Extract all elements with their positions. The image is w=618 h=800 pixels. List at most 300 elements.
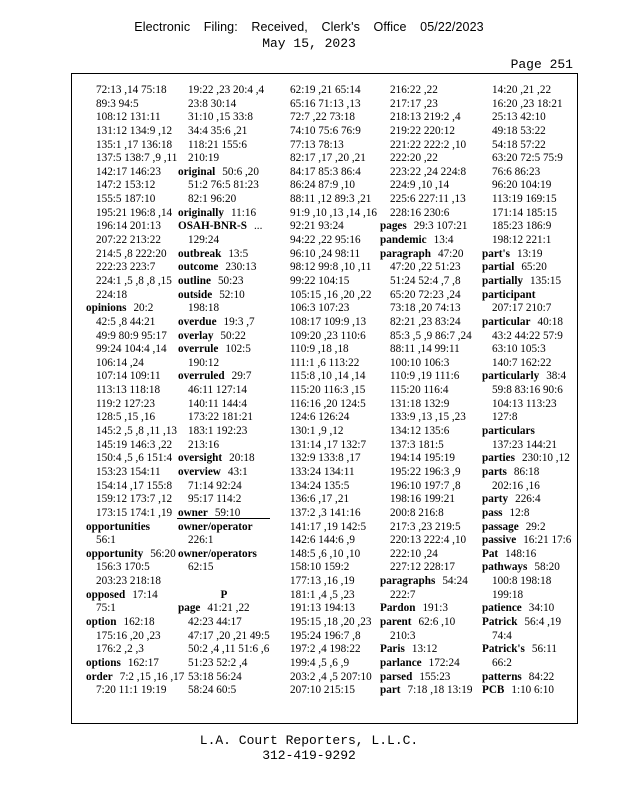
index-line: 156:3 170:5 bbox=[96, 561, 150, 574]
index-line: 107:14 109:11 bbox=[96, 370, 161, 383]
index-line: 171:14 185:15 bbox=[492, 206, 557, 219]
index-line bbox=[380, 684, 472, 698]
index-line bbox=[482, 507, 571, 521]
page-number: Page 251 bbox=[510, 57, 573, 72]
index-headword: paragraphs bbox=[380, 575, 436, 588]
index-references: ... bbox=[254, 220, 263, 233]
index-line: 199:18 bbox=[492, 588, 524, 601]
index-headword: partial bbox=[482, 261, 515, 274]
index-references: 52:10 bbox=[219, 288, 245, 301]
index-headword: partially bbox=[482, 274, 524, 287]
index-line: 137:23 144:21 bbox=[492, 438, 557, 451]
index-headword: originally bbox=[178, 206, 224, 219]
index-column-5 bbox=[482, 84, 571, 698]
index-line: 195:22 196:3 ,9 bbox=[390, 465, 461, 478]
index-headword: patterns bbox=[482, 670, 522, 683]
index-line: 88:11 ,14 99:11 bbox=[390, 343, 460, 356]
index-line: 196:14 201:13 bbox=[96, 220, 161, 233]
index-line bbox=[86, 548, 184, 562]
index-references: 29:2 bbox=[525, 520, 546, 533]
index-line: 225:6 227:11 ,13 bbox=[390, 193, 466, 206]
index-line bbox=[482, 602, 571, 616]
index-headword: parlance bbox=[380, 656, 422, 669]
index-line: 214:5 ,8 222:20 bbox=[96, 247, 167, 260]
index-line: 185:23 186:9 bbox=[492, 220, 552, 233]
index-headword: outline bbox=[178, 274, 211, 287]
word-index-box bbox=[71, 73, 578, 724]
index-line: 111:1 ,6 113:22 bbox=[290, 356, 360, 369]
index-line bbox=[178, 330, 270, 344]
index-line: 124:6 126:24 bbox=[290, 411, 350, 424]
index-line: 158:10 159:2 bbox=[290, 561, 350, 574]
index-line: 7:20 11:1 19:19 bbox=[96, 684, 167, 697]
index-headword: Paris bbox=[380, 643, 405, 656]
index-line: 43:2 44:22 57:9 bbox=[492, 329, 563, 342]
index-headword: party bbox=[482, 493, 509, 506]
index-line bbox=[178, 521, 270, 535]
index-line: 128:5 ,15 ,16 bbox=[96, 411, 156, 424]
index-references: 226:4 bbox=[515, 493, 541, 506]
index-line: 72:7 ,22 73:18 bbox=[290, 111, 355, 124]
index-headword: page bbox=[178, 602, 201, 615]
index-headword: patience bbox=[482, 602, 522, 615]
index-line bbox=[86, 521, 184, 535]
index-line: 222:20 ,22 bbox=[390, 152, 438, 165]
index-line: 84:17 85:3 86:4 bbox=[290, 165, 361, 178]
index-line: 110:9 ,19 111:6 bbox=[390, 370, 460, 383]
index-line bbox=[178, 370, 270, 384]
index-line bbox=[178, 207, 270, 221]
index-headword: owner/operator bbox=[178, 520, 253, 533]
index-line: 131:18 132:9 bbox=[390, 397, 450, 410]
index-line bbox=[482, 534, 571, 548]
index-line: 150:4 ,5 ,6 151:4 bbox=[96, 452, 173, 465]
index-headword: Pat bbox=[482, 547, 499, 560]
index-line bbox=[86, 671, 184, 685]
index-line: 99:22 104:15 bbox=[290, 274, 350, 287]
index-line bbox=[178, 220, 270, 234]
index-line: 141:17 ,19 142:5 bbox=[290, 520, 367, 533]
index-line: 113:19 169:15 bbox=[492, 193, 557, 206]
index-line bbox=[482, 684, 571, 698]
index-headword: option bbox=[86, 615, 117, 628]
index-line: 223:22 ,24 224:8 bbox=[390, 165, 467, 178]
index-line: 183:1 192:23 bbox=[188, 425, 248, 438]
index-line bbox=[482, 493, 571, 507]
index-headword: overlay bbox=[178, 329, 214, 342]
index-references: 62:6 ,10 bbox=[418, 615, 456, 628]
index-line bbox=[482, 671, 571, 685]
index-line: 207:17 210:7 bbox=[492, 302, 552, 315]
index-line: 203:2 ,4 ,5 207:10 bbox=[290, 670, 372, 683]
index-line bbox=[380, 602, 472, 616]
index-line: 140:7 162:22 bbox=[492, 356, 552, 369]
index-references: 155:23 bbox=[419, 670, 451, 683]
index-line: 222:10 ,24 bbox=[390, 547, 438, 560]
index-line: 100:8 198:18 bbox=[492, 575, 552, 588]
index-line bbox=[482, 275, 571, 289]
index-line: 227:12 228:17 bbox=[390, 561, 455, 574]
index-line bbox=[178, 602, 270, 616]
index-headword: outbreak bbox=[178, 247, 222, 260]
index-line: 96:10 ,24 98:11 bbox=[290, 247, 361, 260]
index-line bbox=[482, 316, 571, 330]
index-headword: opportunities bbox=[86, 520, 151, 533]
index-references: 43:1 bbox=[227, 465, 248, 478]
index-line: 177:13 ,16 ,19 bbox=[290, 575, 355, 588]
index-line: 140:11 144:4 bbox=[188, 397, 247, 410]
index-references: 84:22 bbox=[528, 670, 555, 683]
index-line: 196:10 197:7 ,8 bbox=[390, 479, 461, 492]
index-line bbox=[482, 466, 571, 480]
index-line: 65:16 71:13 ,13 bbox=[290, 97, 361, 110]
index-headword: overdue bbox=[178, 315, 217, 328]
index-line bbox=[482, 370, 571, 384]
index-line: 217:17 ,23 bbox=[390, 97, 438, 110]
section-letter: P bbox=[220, 588, 228, 601]
index-references: 7:2 ,15 ,16 ,17 bbox=[119, 670, 185, 683]
index-line bbox=[482, 248, 571, 262]
index-references: 56:20 bbox=[150, 547, 176, 560]
index-line bbox=[178, 289, 270, 303]
index-line: 119:2 127:23 bbox=[96, 397, 155, 410]
index-headword: pages bbox=[380, 220, 407, 233]
index-headword: pass bbox=[482, 506, 503, 519]
index-references: 172:24 bbox=[428, 656, 460, 669]
index-line bbox=[178, 548, 270, 562]
index-headword: options bbox=[86, 656, 121, 669]
index-line: 115:20 116:4 bbox=[390, 384, 449, 397]
index-line: 72:13 ,14 75:18 bbox=[96, 84, 167, 96]
index-line: 210:19 bbox=[188, 152, 220, 165]
index-line: 96:20 104:19 bbox=[492, 179, 552, 192]
index-line: 77:13 78:13 bbox=[290, 138, 344, 151]
index-headword: opinions bbox=[86, 302, 127, 315]
index-references: 50:6 ,20 bbox=[222, 165, 259, 178]
index-headword: particular bbox=[482, 315, 531, 328]
index-line bbox=[86, 589, 184, 603]
index-line bbox=[482, 561, 571, 575]
index-references: 50:23 bbox=[217, 274, 244, 287]
index-line: 19:22 ,23 20:4 ,4 bbox=[188, 84, 265, 96]
filing-header bbox=[0, 20, 618, 34]
index-line: 155:5 187:10 bbox=[96, 193, 156, 206]
index-line: 176:2 ,2 ,3 bbox=[96, 643, 144, 656]
index-line: 131:14 ,17 132:7 bbox=[290, 438, 367, 451]
index-line: 31:10 ,15 33:8 bbox=[188, 111, 253, 124]
index-headword: PCB bbox=[482, 684, 505, 697]
index-line: 153:23 154:11 bbox=[96, 465, 161, 478]
index-headword: original bbox=[178, 165, 216, 178]
index-line: 66:2 bbox=[492, 656, 512, 669]
index-line: 199:4 ,5 ,6 ,9 bbox=[290, 656, 350, 669]
index-line: 142:17 146:23 bbox=[96, 165, 161, 178]
index-references: 47:20 bbox=[437, 247, 464, 260]
index-line: 99:24 104:4 ,14 bbox=[96, 343, 167, 356]
index-line: 220:13 222:4 ,10 bbox=[390, 534, 467, 547]
index-line bbox=[482, 521, 571, 535]
header-filing: Filing: bbox=[203, 20, 238, 34]
header-office: Office bbox=[373, 20, 407, 34]
index-line: 109:20 ,23 110:6 bbox=[290, 329, 366, 342]
index-line bbox=[178, 166, 270, 180]
index-line: 133:24 134:11 bbox=[290, 465, 355, 478]
index-headword: opposed bbox=[86, 588, 126, 601]
index-references: 29:3 107:21 bbox=[413, 220, 468, 233]
index-line: 108:12 131:11 bbox=[96, 111, 161, 124]
index-line: 207:22 213:22 bbox=[96, 234, 161, 247]
index-line: 100:10 106:3 bbox=[390, 356, 450, 369]
index-line: 127:8 bbox=[492, 411, 518, 424]
index-references: 13:5 bbox=[228, 247, 249, 260]
index-line: 134:24 135:5 bbox=[290, 479, 350, 492]
index-line bbox=[380, 671, 472, 685]
index-line: 54:18 57:22 bbox=[492, 138, 546, 151]
header-clerks: Clerk's bbox=[321, 20, 360, 34]
index-line: 95:17 114:2 bbox=[188, 493, 242, 506]
index-line: 86:24 87:9 ,10 bbox=[290, 179, 355, 192]
index-references: 40:18 bbox=[537, 315, 563, 328]
index-references: 191:3 bbox=[422, 602, 448, 615]
index-line: 73:18 ,20 74:13 bbox=[390, 302, 461, 315]
index-line bbox=[482, 616, 571, 630]
index-line: 82:21 ,23 83:24 bbox=[390, 315, 461, 328]
index-line: 14:20 ,21 ,22 bbox=[492, 84, 552, 96]
index-headword: part's bbox=[482, 247, 510, 260]
index-headword: outside bbox=[178, 288, 213, 301]
index-line bbox=[178, 575, 270, 589]
index-references: 230:10 ,12 bbox=[521, 452, 570, 465]
index-line: 228:16 230:6 bbox=[390, 206, 450, 219]
index-line: 98:12 99:8 ,10 ,11 bbox=[290, 261, 372, 274]
index-line bbox=[482, 289, 571, 303]
index-headword: owner/operators bbox=[178, 547, 257, 560]
index-line: 25:13 42:10 bbox=[492, 111, 546, 124]
index-references: 41:21 ,22 bbox=[207, 602, 250, 615]
index-headword: pandemic bbox=[380, 234, 427, 247]
index-line: 145:2 ,5 ,8 ,11 ,13 bbox=[96, 425, 178, 438]
index-references: 20:18 bbox=[229, 452, 255, 465]
index-line: 62:19 ,21 65:14 bbox=[290, 84, 361, 96]
index-line: 173:15 174:1 ,19 bbox=[96, 506, 173, 519]
index-line bbox=[482, 425, 571, 439]
index-line: 142:6 144:6 ,9 bbox=[290, 534, 355, 547]
header-electronic: Electronic bbox=[134, 20, 191, 34]
index-line bbox=[178, 275, 270, 289]
index-references: 12:8 bbox=[509, 506, 530, 519]
index-column-4 bbox=[380, 84, 472, 698]
index-line: 210:3 bbox=[390, 629, 416, 642]
index-line: 191:13 194:13 bbox=[290, 602, 355, 615]
index-line: 104:13 113:23 bbox=[492, 397, 557, 410]
index-line: 49:18 53:22 bbox=[492, 124, 546, 137]
index-line bbox=[178, 343, 270, 357]
index-headword: particularly bbox=[482, 370, 540, 383]
index-line: 198:16 199:21 bbox=[390, 493, 455, 506]
header-filing-date: 05/22/2023 bbox=[420, 20, 484, 34]
index-references: 86:18 bbox=[513, 465, 540, 478]
index-references: 34:10 bbox=[528, 602, 555, 615]
index-line: 197:2 ,4 198:22 bbox=[290, 643, 361, 656]
index-line bbox=[482, 452, 571, 466]
index-line: 88:11 ,12 89:3 ,21 bbox=[290, 193, 372, 206]
index-line: 202:16 ,16 bbox=[492, 479, 540, 492]
index-line: 118:21 155:6 bbox=[188, 138, 247, 151]
index-line: 106:14 ,24 bbox=[96, 356, 144, 369]
index-references: 17:14 bbox=[132, 588, 158, 601]
index-line: 217:3 ,23 219:5 bbox=[390, 520, 461, 533]
index-references: 19:3 ,7 bbox=[223, 315, 255, 328]
index-line: 195:15 ,18 ,20 ,23 bbox=[290, 615, 372, 628]
index-line: 59:8 83:16 90:6 bbox=[492, 384, 563, 397]
index-headword: order bbox=[86, 670, 113, 683]
index-line: 137:5 138:7 ,9 ,11 bbox=[96, 152, 178, 165]
index-line: 116:16 ,20 124:5 bbox=[290, 397, 366, 410]
index-headword: owner bbox=[178, 506, 208, 519]
index-references: 50:22 bbox=[220, 329, 246, 342]
index-line: 133:9 ,13 ,15 ,23 bbox=[390, 411, 466, 424]
index-line: 108:17 109:9 ,13 bbox=[290, 315, 367, 328]
index-line: 16:20 ,23 18:21 bbox=[492, 97, 563, 110]
index-line: 154:14 ,17 155:8 bbox=[96, 479, 173, 492]
index-line: 63:20 72:5 75:9 bbox=[492, 152, 563, 165]
index-headword: overruled bbox=[178, 370, 225, 383]
index-line: 23:8 30:14 bbox=[188, 97, 237, 110]
footer-phone: 312-419-9292 bbox=[262, 748, 356, 763]
index-references: 135:15 bbox=[530, 274, 562, 287]
index-line: 148:5 ,6 ,10 ,10 bbox=[290, 547, 361, 560]
index-line: 105:15 ,16 ,20 ,22 bbox=[290, 288, 372, 301]
index-references: 65:20 bbox=[521, 261, 547, 274]
index-line bbox=[178, 452, 270, 466]
index-references: 16:21 17:6 bbox=[523, 534, 572, 547]
index-line: 129:24 bbox=[188, 234, 220, 247]
index-line: 74:4 bbox=[492, 629, 512, 642]
index-line: 50:2 ,4 ,11 51:6 ,6 bbox=[188, 643, 270, 656]
index-line: 136:6 ,17 ,21 bbox=[290, 493, 350, 506]
index-line: 131:12 134:9 ,12 bbox=[96, 124, 173, 137]
index-line: 221:22 222:2 ,10 bbox=[390, 138, 467, 151]
index-line: 47:17 ,20 ,21 49:5 bbox=[188, 629, 270, 642]
index-line bbox=[380, 575, 472, 589]
index-references: 1:10 6:10 bbox=[511, 684, 554, 697]
index-references: 13:12 bbox=[411, 643, 438, 656]
index-line: 137:3 181:5 bbox=[390, 438, 444, 451]
index-line: 76:6 86:23 bbox=[492, 165, 541, 178]
index-line: 115:8 ,10 ,14 ,14 bbox=[290, 370, 366, 383]
index-line: 34:4 35:6 ,21 bbox=[188, 124, 248, 137]
index-references: 162:17 bbox=[127, 656, 159, 669]
index-line: 49:9 80:9 95:17 bbox=[96, 329, 167, 342]
section-divider bbox=[177, 518, 270, 519]
index-line bbox=[86, 616, 184, 630]
index-line: 113:13 118:18 bbox=[96, 384, 161, 397]
index-line: 75:1 bbox=[96, 602, 116, 615]
index-references: 20:2 bbox=[133, 302, 154, 315]
index-references: 7:18 ,18 13:19 bbox=[407, 684, 473, 697]
index-line: 222:23 223:7 bbox=[96, 261, 156, 274]
index-headword: pathways bbox=[482, 561, 528, 574]
index-line bbox=[380, 220, 472, 234]
index-line: 200:8 216:8 bbox=[390, 506, 444, 519]
index-line: 42:5 ,8 44:21 bbox=[96, 315, 156, 328]
index-headword: particulars bbox=[482, 425, 535, 438]
index-line: 145:19 146:3 ,22 bbox=[96, 438, 173, 451]
index-line bbox=[380, 643, 472, 657]
header-received: Received, bbox=[251, 20, 308, 34]
index-headword: part bbox=[380, 684, 401, 697]
index-headword: OSAH-BNR-S bbox=[178, 220, 247, 233]
index-line bbox=[482, 548, 571, 562]
index-line: 195:21 196:8 ,14 bbox=[96, 206, 173, 219]
index-line: 198:12 221:1 bbox=[492, 234, 552, 247]
index-line bbox=[380, 234, 472, 248]
index-references: 11:16 bbox=[231, 206, 257, 219]
index-line bbox=[178, 316, 270, 330]
index-headword: passive bbox=[482, 534, 517, 547]
index-line: 190:12 bbox=[188, 356, 220, 369]
index-line bbox=[178, 261, 270, 275]
index-line bbox=[380, 657, 472, 671]
index-column-1 bbox=[86, 84, 184, 698]
index-line: 91:9 ,10 ,13 ,14 ,16 bbox=[290, 206, 378, 219]
index-line: 106:3 107:23 bbox=[290, 302, 350, 315]
index-line: 58:24 60:5 bbox=[188, 684, 237, 697]
index-line bbox=[380, 616, 472, 630]
index-references: 54:24 bbox=[442, 575, 468, 588]
index-line: 94:22 ,22 95:16 bbox=[290, 234, 361, 247]
index-line: 226:1 bbox=[188, 534, 214, 547]
index-headword: parent bbox=[380, 615, 412, 628]
index-line: 82:1 96:20 bbox=[188, 193, 237, 206]
index-references: 148:16 bbox=[505, 547, 537, 560]
index-headword: overview bbox=[178, 465, 221, 478]
index-headword: passage bbox=[482, 520, 519, 533]
index-column-3 bbox=[280, 84, 377, 698]
index-references: 13:4 bbox=[433, 234, 454, 247]
index-references: 29:7 bbox=[231, 370, 252, 383]
index-line bbox=[482, 261, 571, 275]
index-headword: parties bbox=[482, 452, 515, 465]
index-line: 198:18 bbox=[188, 302, 220, 315]
index-headword: parsed bbox=[380, 670, 413, 683]
index-line: 224:18 bbox=[96, 288, 128, 301]
index-line: 51:2 76:5 81:23 bbox=[188, 179, 259, 192]
index-line: 135:1 ,17 136:18 bbox=[96, 138, 173, 151]
index-headword: overrule bbox=[178, 343, 219, 356]
index-line: 224:9 ,10 ,14 bbox=[390, 179, 450, 192]
index-headword: Patrick's bbox=[482, 643, 525, 656]
index-references: 230:13 bbox=[225, 261, 257, 274]
index-line bbox=[178, 466, 270, 480]
index-line: 222:7 bbox=[390, 588, 416, 601]
index-headword: participant bbox=[482, 288, 536, 301]
index-references: 59:10 bbox=[214, 506, 241, 519]
index-line: 130:1 ,9 ,12 bbox=[290, 425, 344, 438]
index-line: 207:10 215:15 bbox=[290, 684, 355, 697]
index-line: 85:3 ,5 ,9 86:7 ,24 bbox=[390, 329, 472, 342]
index-line: 203:23 218:18 bbox=[96, 575, 161, 588]
index-line: 195:24 196:7 ,8 bbox=[290, 629, 361, 642]
index-references: 38:4 bbox=[546, 370, 567, 383]
index-line: 181:1 ,4 ,5 ,23 bbox=[290, 588, 355, 601]
index-line bbox=[482, 643, 571, 657]
index-line bbox=[178, 248, 270, 262]
index-line: 89:3 94:5 bbox=[96, 97, 139, 110]
index-line bbox=[86, 657, 184, 671]
index-headword: oversight bbox=[178, 452, 223, 465]
index-line bbox=[86, 302, 184, 316]
